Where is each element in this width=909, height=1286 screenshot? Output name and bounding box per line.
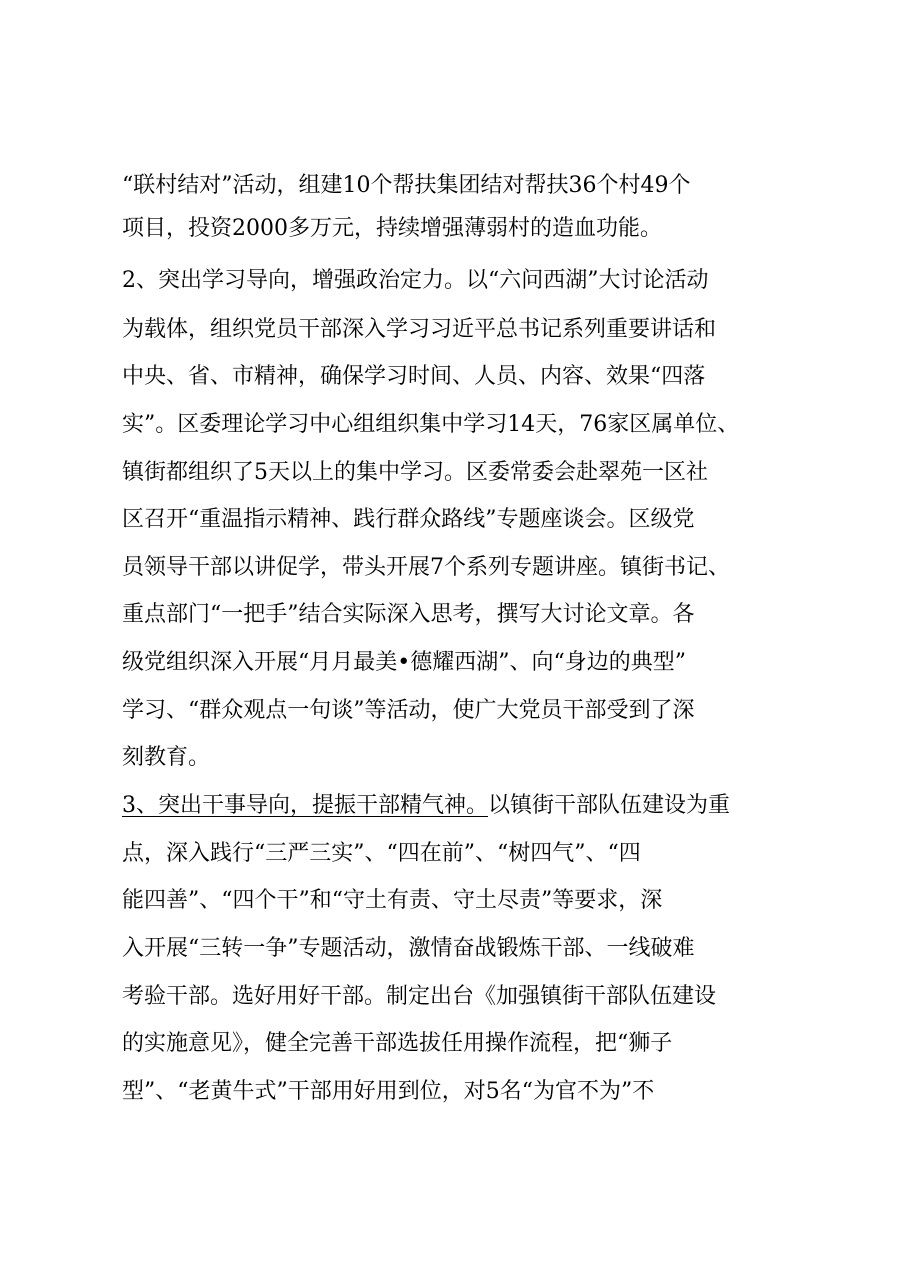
- paragraph-line: 员领导干部以讲促学，带头开展7个系列专题讲座。镇街书记、: [122, 555, 730, 580]
- paragraph-line: 项目，投资2000多万元，持续增强薄弱村的造血功能。: [122, 216, 662, 241]
- paragraph-line: 型”、“老黄牛式”干部用好用到位，对5名“为官不为”不: [122, 1079, 655, 1104]
- paragraph-line: 入开展“三转一争”专题活动，激情奋战锻炼干部、一线破难: [122, 936, 695, 961]
- paragraph-line: 级党组织深入开展“月月最美•德耀西湖”、向“身边的典型”: [122, 650, 686, 675]
- paragraph-line: 实”。区委理论学习中心组组织集中学习14天，76家区属单位、: [122, 412, 740, 437]
- paragraph-line: “联村结对”活动，组建10个帮扶集团结对帮扶36个村49个: [122, 173, 691, 198]
- paragraph-line: 考验干部。选好用好干部。制定出台《加强镇街干部队伍建设: [122, 984, 717, 1009]
- paragraph-line: 能四善”、“四个干”和“守土有责、守土尽责”等要求，深: [122, 888, 663, 913]
- paragraph-line: 学习、“群众观点一句谈”等活动，使广大党员干部受到了深: [122, 698, 695, 723]
- section3-heading: 3、突出干事导向，提振干部精气神。: [122, 793, 488, 818]
- paragraph-line: 为载体，组织党员干部深入学习习近平总书记系列重要讲话和: [122, 317, 717, 342]
- paragraph-line: 镇街都组织了5天以上的集中学习。区委常委会赴翠苑一区社: [122, 460, 708, 485]
- section3-first-line-rest: 以镇街干部队伍建设为重: [488, 793, 731, 818]
- paragraph-line: 重点部门“一把手”结合实际深入思考，撰写大讨论文章。各: [122, 602, 695, 627]
- paragraph-line: 刻教育。: [122, 745, 211, 770]
- paragraph-line: 的实施意见》，健全完善干部选拔任用操作流程，把“狮子: [122, 1031, 673, 1056]
- paragraph-line: 区召开“重温指示精神、践行群众路线”专题座谈会。区级党: [122, 507, 695, 532]
- section3-heading-line: [122, 786, 798, 826]
- paragraph-line: 点，深入践行“三严三实”、“四在前”、“树四气”、“四: [122, 841, 641, 866]
- paragraph-line: 2、突出学习导向，增强政治定力。以“六问西湖”大讨论活动: [122, 268, 709, 293]
- paragraph-line: 中央、省、市精神，确保学习时间、人员、内容、效果“四落: [122, 364, 706, 389]
